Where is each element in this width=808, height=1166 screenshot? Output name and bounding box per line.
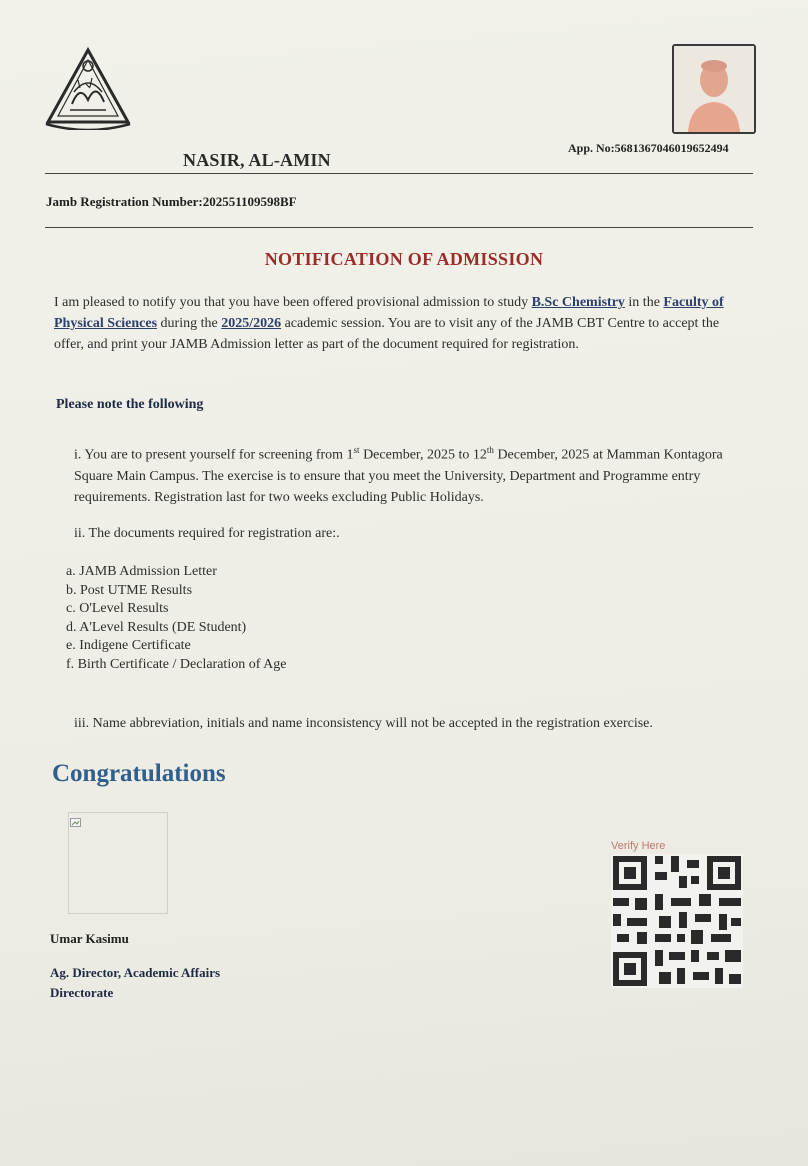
faculty-link[interactable]: Faculty of Physical Sciences [54,295,724,331]
list-item: b. Post UTME Results [66,582,193,598]
name-consistency-instruction: iii. Name abbreviation, initials and name inconsistency will not be accepted in the registration exercise. [74,716,653,731]
congratulations-heading: Congratulations [52,760,226,787]
letter-title: NOTIFICATION OF ADMISSION [264,249,544,269]
session-link[interactable]: 2025/2026 [221,316,282,331]
documents-list [66,563,286,674]
divider [45,173,753,174]
jamb-registration-number: Jamb Registration Number:202551109598BF [46,194,297,209]
applicant-photo [672,44,756,134]
signature-image [68,812,168,914]
broken-image-icon [70,815,82,825]
screening-instruction: i. You are to present yourself for screening from 1st December, 2025 to 12th December, 2025 at Mamman Kontagora Square Main Campus. The exercise is to ensure that you meet the University, Department and Programme entry requirements. Registration last for two weeks excluding Public Holidays. [74,445,723,505]
list-item: d. A'Level Results (DE Student) [66,619,247,635]
university-crest-icon [42,44,134,130]
please-note-heading: Please note the following [56,397,204,412]
verify-here-link[interactable]: Verify Here [611,840,666,852]
signatory-title: Ag. Director, Academic Affairs Directorate [50,965,221,1000]
signatory-name: Umar Kasimu [50,931,129,946]
list-item: f. Birth Certificate / Declaration of Age [66,656,287,672]
intro-paragraph: I am pleased to notify you that you have been offered provisional admission to study B.Sc Chemistry in the Faculty of Physical Sciences during the 2025/2026 academic session. You are to visit any of the JAMB CBT Centre to accept the offer, and print your JAMB Admission letter as part of the document required for registration. [54,295,724,352]
documents-instruction: ii. The documents required for registration are:. [74,526,340,541]
list-item: c. O'Level Results [66,601,169,616]
applicant-name: NASIR, AL-AMIN [183,150,331,170]
programme-link[interactable]: B.Sc Chemistry [531,295,625,310]
qr-code-icon[interactable] [611,854,743,988]
application-number: App. No:5681367046019652494 [568,141,729,155]
list-item: e. Indigene Certificate [66,638,191,653]
list-item: a. JAMB Admission Letter [66,564,217,579]
divider [45,227,753,228]
